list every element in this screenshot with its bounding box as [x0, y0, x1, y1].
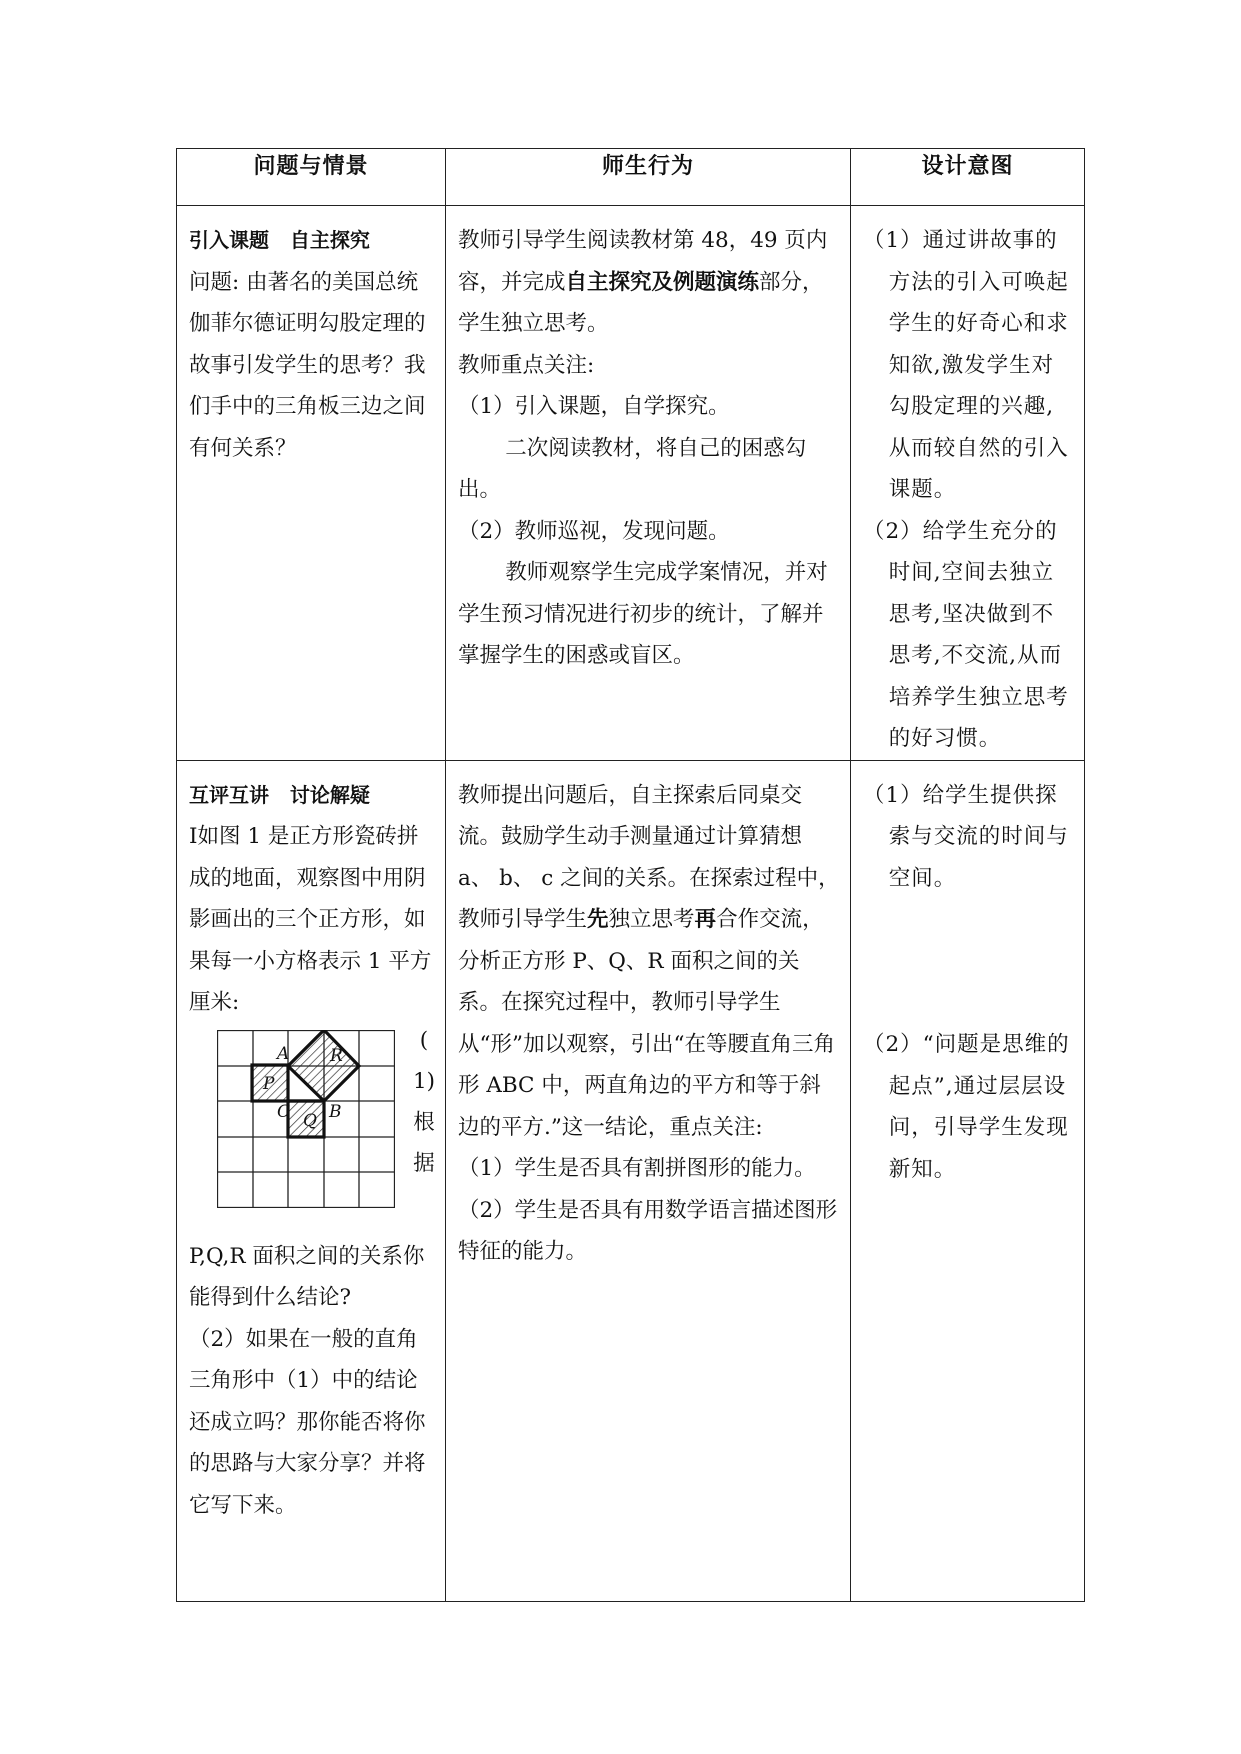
label-q: Q	[303, 1110, 317, 1131]
side-text-line: 1)	[412, 1068, 436, 1094]
side-text-line: (	[419, 1027, 429, 1053]
text-run: 部分，学生独立思考。	[458, 269, 824, 336]
figure-1-area	[189, 1024, 437, 1236]
row2-scenario-cell	[177, 760, 446, 1601]
bold-text: 先	[587, 907, 609, 932]
side-text-line: 根	[413, 1109, 435, 1135]
section-title-discussion: 互评互讲 讨论解疑	[189, 782, 370, 807]
header-cell-actions	[446, 149, 851, 206]
table-header-row	[177, 149, 1085, 206]
question-1-text: P,Q,R 面积之间的关系你能得到什么结论?	[189, 1243, 425, 1310]
actions-paragraph-4: 二次阅读教材，将自己的困惑勾出。	[458, 435, 807, 502]
actions-paragraph-6: 教师观察学生完成学案情况，并对学生预习情况进行初步的统计，了解并掌握学生的困惑或盲区。	[458, 560, 828, 668]
text-run: 教师引导学生阅读教材第 48，49 页内容，并完成	[458, 228, 828, 295]
label-r: R	[330, 1045, 343, 1066]
bold-text: 自主探究及例题演练	[565, 269, 760, 295]
intent-item-1: （1）给学生提供探索与交流的时间与空间。	[863, 782, 1069, 891]
actions-paragraph-1	[458, 775, 842, 1149]
header-scenario: 问题与情景	[253, 153, 369, 179]
actions-paragraph-3: （2）学生是否具有用数学语言描述图形特征的能力。	[458, 1197, 838, 1264]
figure-side-text	[411, 1020, 437, 1184]
intro-question-text: 问题: 由著名的美国总统伽菲尔德证明勾股定理的故事引发学生的思考？我们手中的三角板三边之间有何关系？	[189, 269, 426, 461]
header-cell-scenario	[177, 149, 446, 206]
question-2-text: （2）如果在一般的直角三角形中（1）中的结论还成立吗？那你能否将你的思路与大家分享？并将它写下来。	[189, 1326, 426, 1518]
text-run: 教师提出问题后，自主探索后同桌交流。鼓励学生动手测量通过计算猜想 a、 b、 c 之间的关系。在探索过程中，教师引导学生	[458, 782, 840, 932]
label-c: C	[277, 1101, 291, 1122]
header-intent: 设计意图	[921, 153, 1014, 179]
intent-item-2: （2）给学生充分的时间,空间去独立思考,坚决做到不思考,不交流,从而培养学生独立思考的好习惯。	[863, 518, 1069, 751]
row1-scenario-cell	[177, 206, 446, 761]
intent-item-2: （2）“问题是思维的起点”,通过层层设问，引导学生发现新知。	[863, 1032, 1070, 1182]
tile-grid-figure	[217, 1030, 395, 1208]
row2-intent-cell	[851, 760, 1085, 1601]
table-row	[177, 760, 1085, 1601]
row2-actions-cell	[446, 760, 851, 1601]
label-b: B	[329, 1101, 342, 1122]
section-title-intro: 引入课题 自主探究	[189, 228, 370, 252]
figure-intro-text: Ⅰ如图 1 是正方形瓷砖拼成的地面，观察图中用阴影画出的三个正方形，如果每一小方格表示 1 平方厘米:	[189, 824, 432, 1015]
row1-actions-cell	[446, 206, 851, 761]
header-actions: 师生行为	[601, 153, 694, 179]
actions-paragraph-1	[458, 220, 842, 345]
actions-paragraph-2: （1）学生是否具有割拼图形的能力。	[458, 1156, 816, 1181]
lesson-plan-table	[176, 148, 1085, 1602]
actions-paragraph-5: （2）教师巡视，发现问题。	[458, 518, 730, 544]
label-p: P	[263, 1073, 275, 1094]
text-run: 独立思考	[608, 907, 695, 932]
bold-text: 再	[694, 907, 717, 932]
row1-intent-cell	[851, 206, 1085, 761]
intent-item-1: （1）通过讲故事的方法的引入可唤起学生的好奇心和求知欲,激发学生对勾股定理的兴趣,从而较自然的引入课题。	[863, 228, 1069, 502]
side-text-line: 据	[413, 1150, 435, 1176]
label-a: A	[277, 1043, 290, 1064]
text-run: 合作交流，分析正方形 P、Q、R 面积之间的关系。在探究过程中，教师引导学生从“形”加以观察，引出“在等腰直角三角形 ABC 中，两直角边的平方和等于斜边的平方.”这一结论，重点关注:	[458, 907, 835, 1140]
header-cell-intent	[851, 149, 1085, 206]
actions-paragraph-3: （1）引入课题，自学探究。	[458, 394, 730, 419]
table-row	[177, 206, 1085, 761]
actions-paragraph-2: 教师重点关注:	[458, 352, 595, 378]
